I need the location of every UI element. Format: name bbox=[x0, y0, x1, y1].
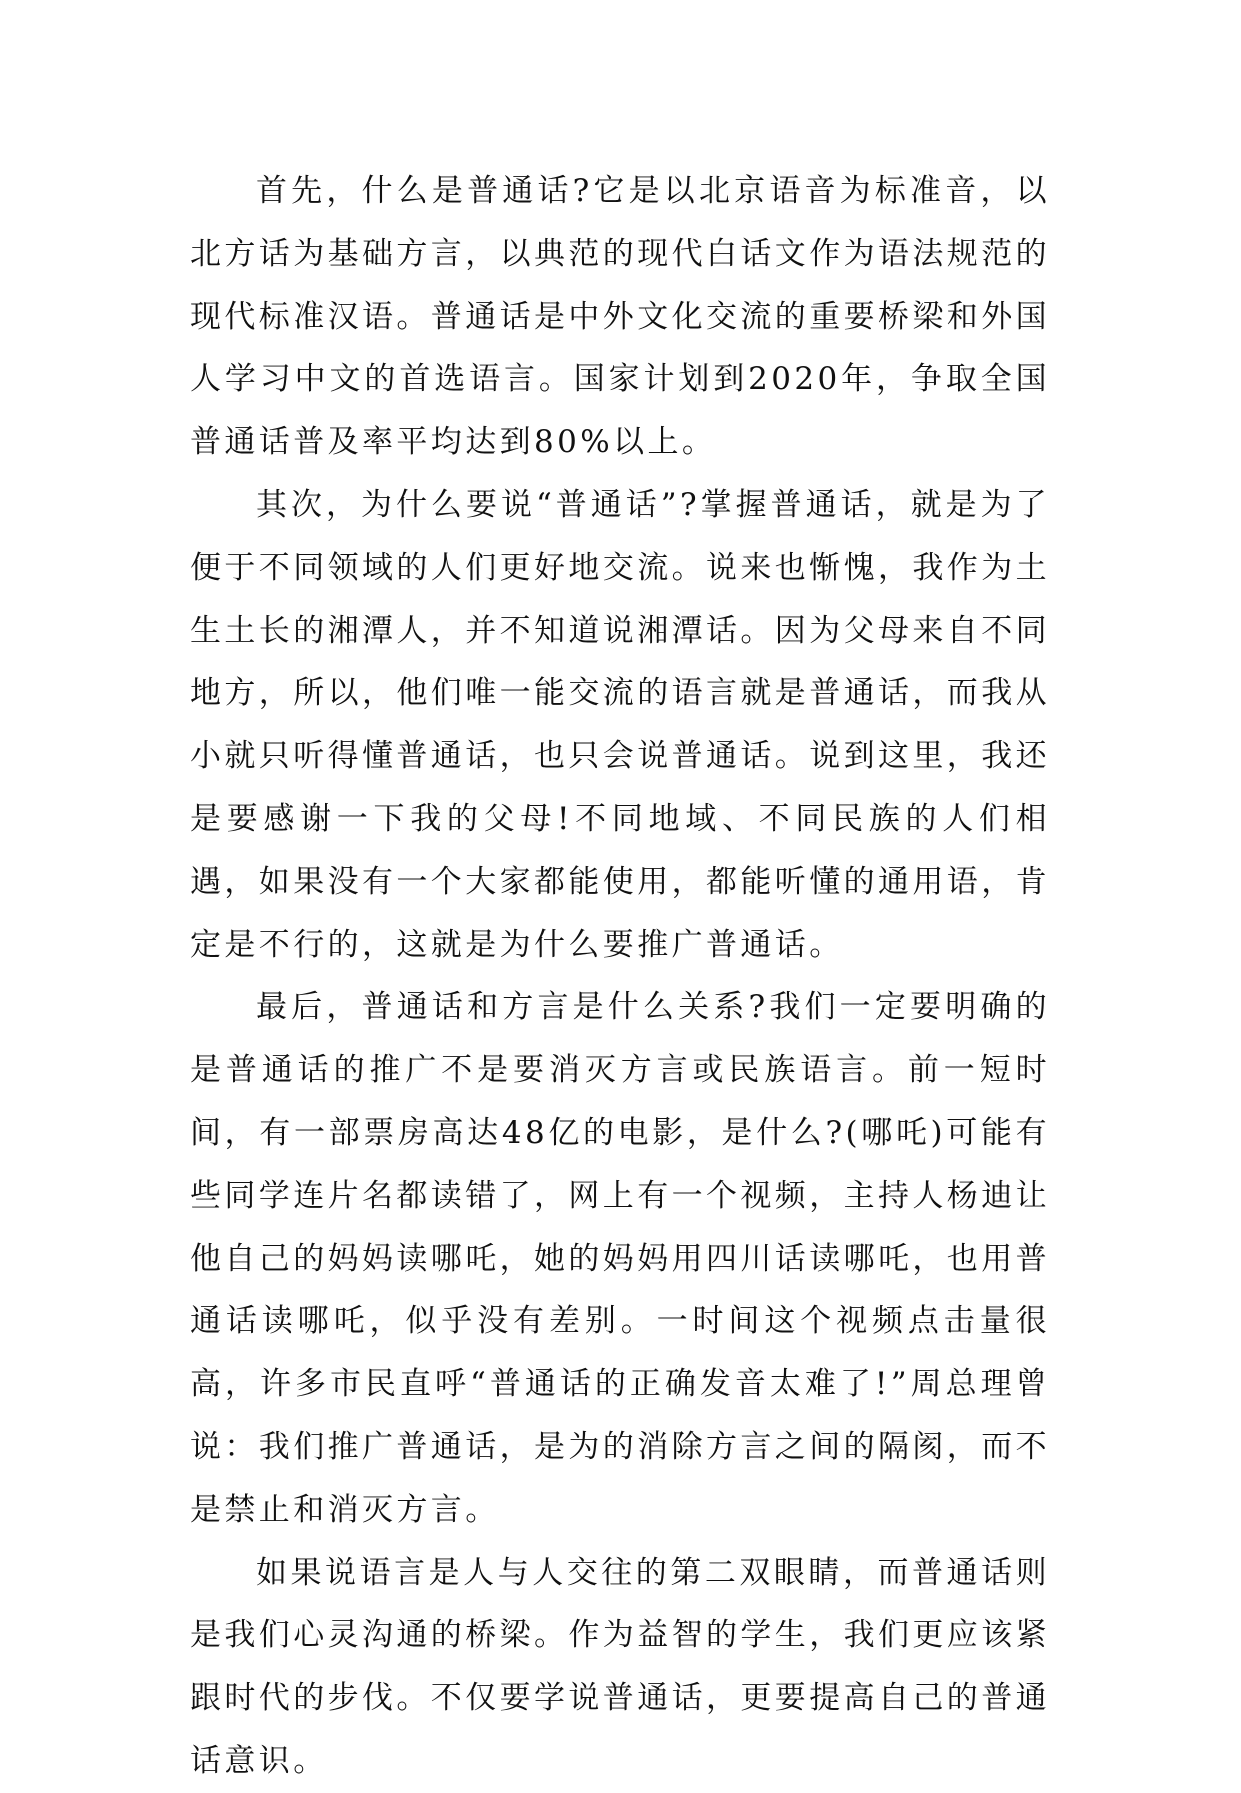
paragraph-4: 如果说语言是人与人交往的第二双眼睛，而普通话则是我们心灵沟通的桥梁。作为益智的学生，我们更应该紧跟时代的步伐。不仅要学说普通话，更要提高自己的普通话意识。 bbox=[190, 1554, 1050, 1779]
document-body bbox=[190, 160, 1050, 1793]
paragraph-1: 首先，什么是普通话?它是以北京语音为标准音，以北方话为基础方言，以典范的现代白话文作为语法规范的现代标准汉语。普通话是中外文化交流的重要桥梁和外国人学习中文的首选语言。国家计划到2020年，争取全国普通话普及率平均达到80%以上。 bbox=[190, 173, 1050, 461]
paragraph-3: 最后，普通话和方言是什么关系?我们一定要明确的是普通话的推广不是要消灭方言或民族语言。前一短时间，有一部票房高达48亿的电影，是什么?(哪吒)可能有些同学连片名都读错了，网上有一个视频，主持人杨迪让他自己的妈妈读哪吒，她的妈妈用四川话读哪吒，也用普通话读哪吒，似乎没有差别。一时间这个视频点击量很高，许多市民直呼“普通话的正确发音太难了!”周总理曾说：我们推广普通话，是为的消除方言之间的隔阂，而不是禁止和消灭方言。 bbox=[190, 989, 1050, 1528]
paragraph-2: 其次，为什么要说“普通话”?掌握普通话，就是为了便于不同领域的人们更好地交流。说来也惭愧，我作为土生土长的湘潭人，并不知道说湘潭话。因为父母来自不同地方，所以，他们唯一能交流的语言就是普通话，而我从小就只听得懂普通话，也只会说普通话。说到这里，我还是要感谢一下我的父母!不同地域、不同民族的人们相遇，如果没有一个大家都能使用，都能听懂的通用语，肯定是不行的，这就是为什么要推广普通话。 bbox=[190, 486, 1050, 963]
